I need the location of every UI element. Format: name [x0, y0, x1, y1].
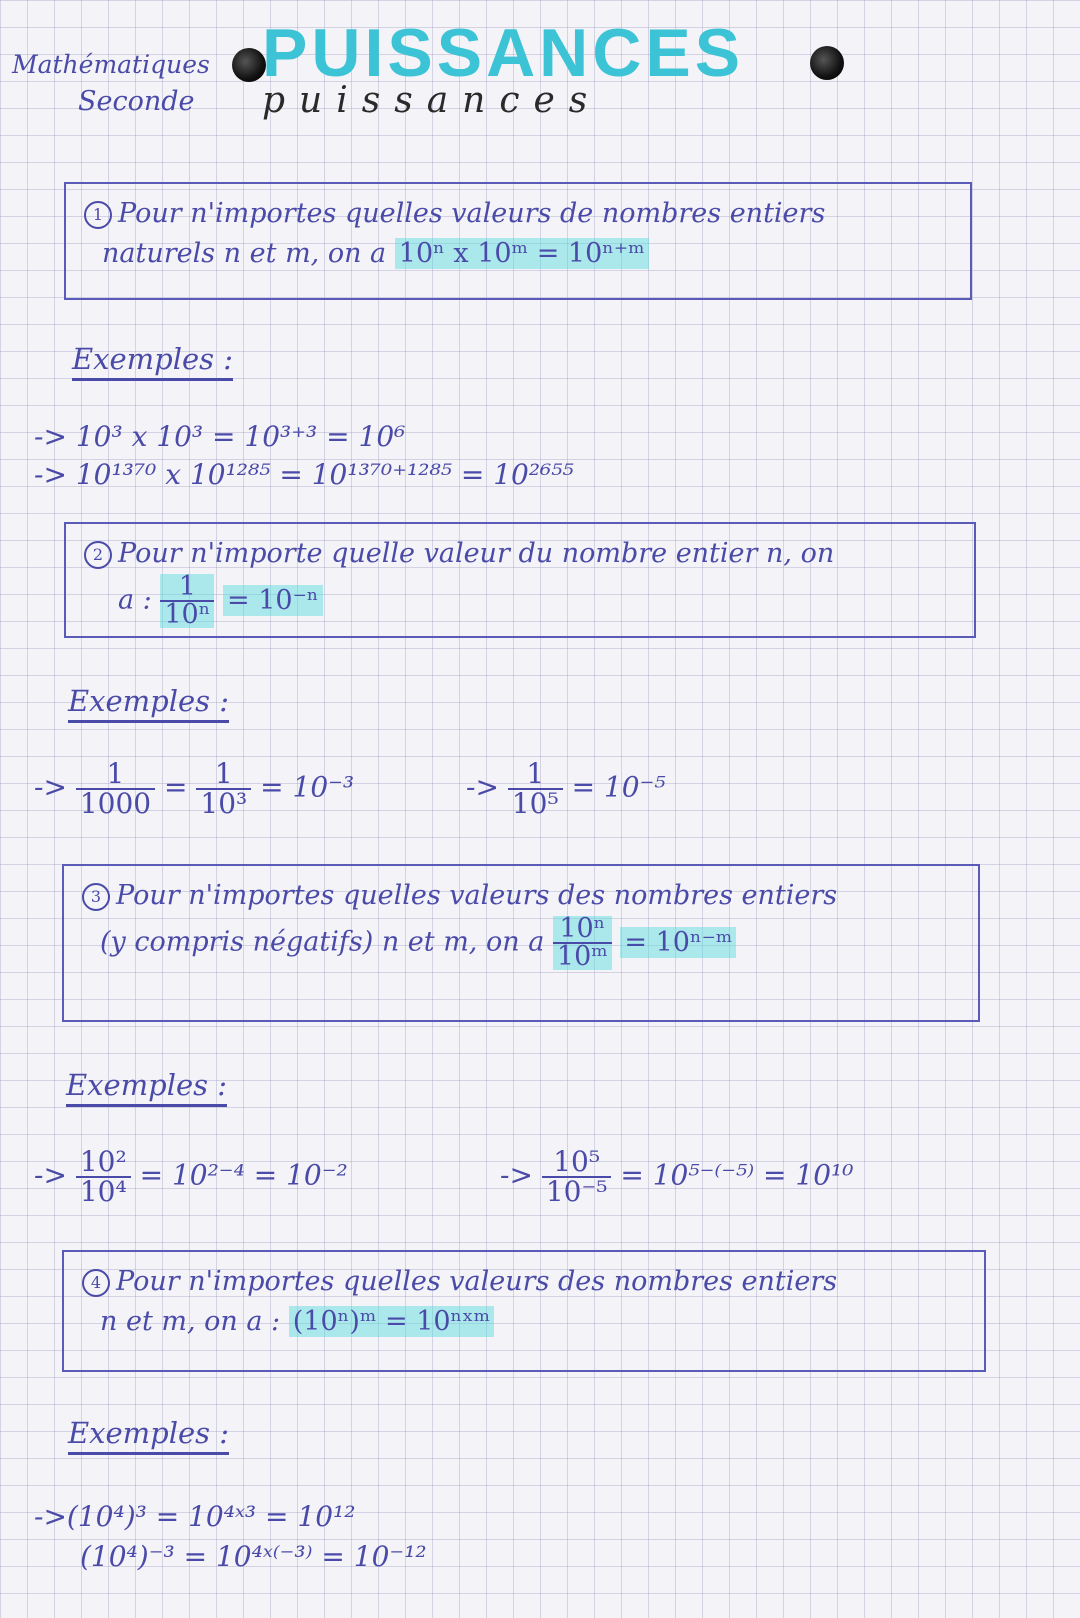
examples-heading: Exemples : [68, 684, 229, 723]
fraction-denominator: 10³ [200, 787, 248, 820]
rule-formula-fraction [160, 571, 214, 630]
rule-text: Pour n'importes quelles valeurs de nombres entiers [118, 198, 826, 229]
rule-text: a : [118, 584, 152, 616]
fraction-denominator: 10ᵐ [556, 941, 608, 972]
arrow: -> [500, 1158, 533, 1192]
rule-3-line1 [82, 876, 960, 916]
rule-text: Pour n'importes quelles valeurs des nombres entiers [116, 880, 838, 911]
rule-text: naturels n et m, on a [102, 238, 387, 269]
rule-4-line1 [82, 1262, 966, 1302]
examples-heading: Exemples : [68, 1416, 229, 1455]
examples-heading: Exemples : [66, 1068, 227, 1107]
fraction [196, 757, 251, 820]
fraction-numerator: 10ⁿ [553, 916, 612, 944]
example-4a: ->(10⁴)³ = 10⁴ˣ³ = 10¹² [34, 1500, 356, 1533]
rule-formula: = 10⁻ⁿ [223, 585, 323, 616]
result: = 10²⁻⁴ = 10⁻² [139, 1158, 348, 1192]
fraction [76, 1145, 131, 1208]
example-4b: (10⁴)⁻³ = 10⁴ˣ⁽⁻³⁾ = 10⁻¹² [80, 1540, 427, 1573]
fraction-denominator: 1000 [79, 787, 152, 820]
example-3a [34, 1145, 348, 1208]
fraction-numerator: 1 [160, 574, 214, 602]
rule-number: 1 [84, 201, 112, 229]
rule-text: Pour n'importe quelle valeur du nombre entier n, on [118, 538, 835, 569]
rule-number: 4 [82, 1269, 110, 1297]
result: = 10⁻⁵ [571, 770, 666, 804]
example-2b [466, 757, 666, 820]
fraction-numerator: 1 [76, 760, 155, 790]
fraction-numerator: 10² [76, 1148, 131, 1178]
example-1b: -> 10¹³⁷⁰ x 10¹²⁸⁵ = 10¹³⁷⁰⁺¹²⁸⁵ = 10²⁶⁵⁵ [34, 458, 574, 491]
rule-formula: 10ⁿ x 10ᵐ = 10ⁿ⁺ᵐ [395, 238, 649, 269]
fraction-denominator: 10⁻⁵ [545, 1175, 608, 1208]
rule-number: 2 [84, 541, 112, 569]
rule-number: 3 [82, 883, 110, 911]
fraction-denominator: 10⁵ [511, 787, 559, 820]
rule-formula: = 10ⁿ⁻ᵐ [620, 927, 736, 958]
level-label: Seconde [78, 86, 195, 117]
fraction [76, 757, 155, 820]
example-1a: -> 10³ x 10³ = 10³⁺³ = 10⁶ [34, 420, 406, 453]
arrow: -> [34, 1158, 67, 1192]
rule-3-line2 [82, 913, 960, 972]
equals: = [164, 770, 188, 804]
rule-box-4 [62, 1250, 986, 1372]
example-3b [500, 1145, 854, 1208]
fraction-numerator: 1 [508, 760, 563, 790]
rule-text: (y compris négatifs) n et m, on a [100, 926, 545, 958]
result: = 10⁵⁻⁽⁻⁵⁾ = 10¹⁰ [620, 1158, 854, 1192]
rule-formula: (10ⁿ)ᵐ = 10ⁿˣᵐ [289, 1306, 495, 1337]
rule-text: Pour n'importes quelles valeurs des nombres entiers [116, 1266, 838, 1297]
rule-2-line2 [84, 571, 956, 630]
rule-box-1 [64, 182, 972, 300]
rule-1-line1 [84, 194, 952, 234]
rule-4-line2 [82, 1302, 966, 1342]
rule-formula-fraction [553, 913, 612, 972]
example-2a [34, 757, 355, 820]
rule-1-line2 [84, 234, 952, 274]
fraction [542, 1145, 612, 1208]
result: = 10⁻³ [260, 770, 355, 804]
fraction-numerator: 1 [196, 760, 251, 790]
rule-2-line1 [84, 534, 956, 574]
binder-hole-left [232, 48, 266, 82]
examples-heading: Exemples : [72, 342, 233, 381]
page-title-script: puissances [262, 80, 602, 121]
arrow: -> [466, 770, 499, 804]
rule-box-3 [62, 864, 980, 1022]
rule-box-2 [64, 522, 976, 638]
binder-hole-right [810, 46, 844, 80]
arrow: -> [34, 770, 67, 804]
subject-label: Mathématiques [12, 50, 210, 79]
rule-text: n et m, on a : [100, 1306, 281, 1337]
page-title: PUISSANCES [262, 15, 745, 91]
fraction-numerator: 10⁵ [542, 1148, 612, 1178]
fraction-denominator: 10⁴ [79, 1175, 127, 1208]
fraction [508, 757, 563, 820]
fraction-denominator: 10ⁿ [164, 599, 211, 630]
